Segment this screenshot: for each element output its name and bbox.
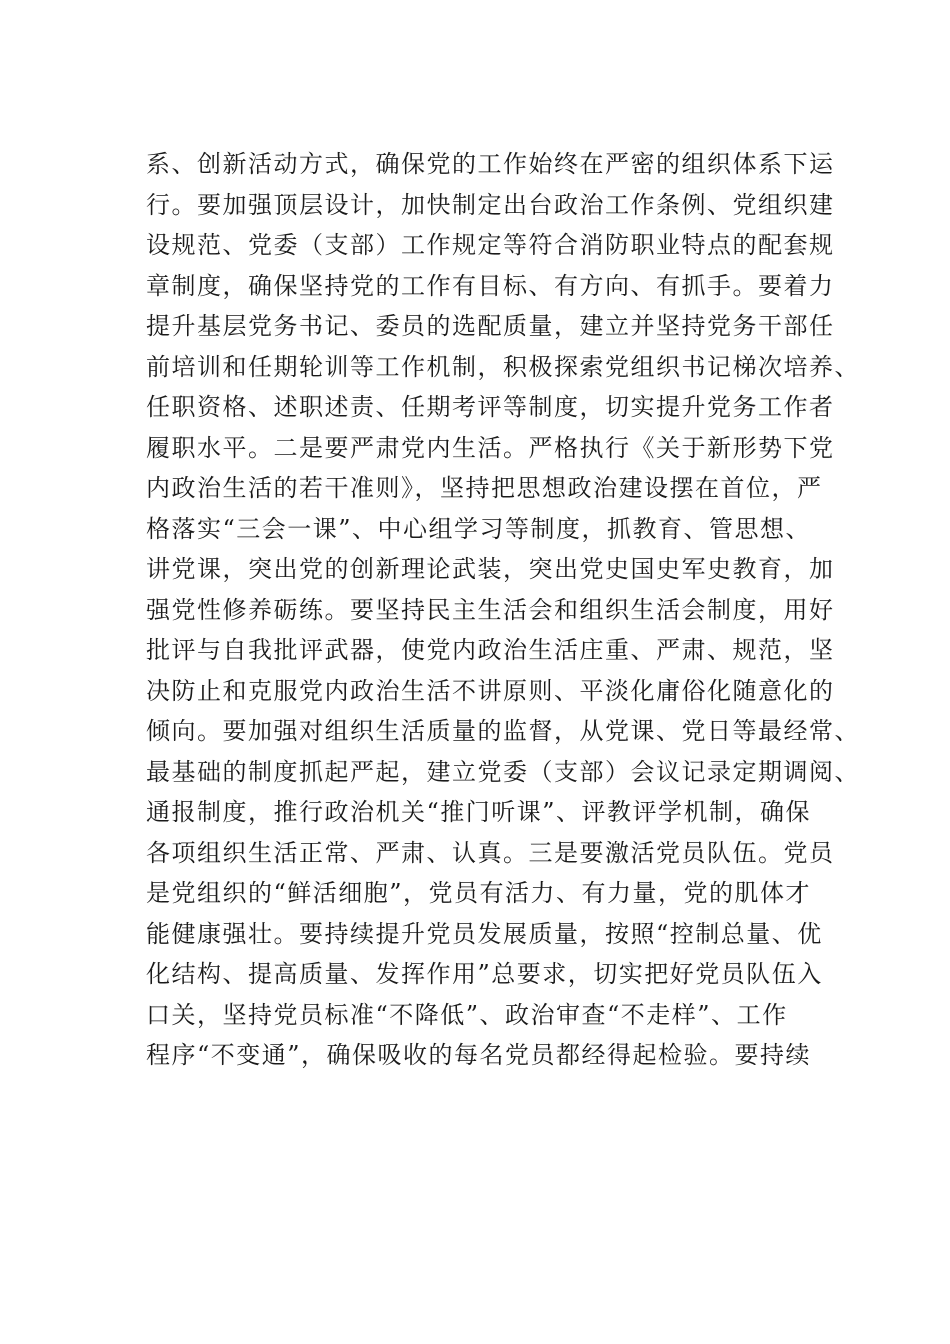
text-line: 强党性修养砺练。要坚持民主生活会和组织生活会制度，用好 xyxy=(146,595,835,624)
text-line: 最基础的制度抓起严起，建立党委（支部）会议记录定期调阅、 xyxy=(146,757,860,786)
text-line: 讲党课，突出党的创新理论武装，突出党史国史军史教育，加 xyxy=(146,555,835,583)
text-line: 批评与自我批评武器，使党内政治生活庄重、严肃、规范，坚 xyxy=(146,636,835,664)
text-line: 章制度，确保坚持党的工作有目标、有方向、有抓手。要着力 xyxy=(146,271,835,300)
text-line: 格落实“三会一课”、中心组学习等制度，抓教育、管思想、 xyxy=(146,514,812,543)
text-line: 前培训和任期轮训等工作机制，积极探索党组织书记梯次培养、 xyxy=(146,352,860,381)
text-line: 履职水平。二是要严肃党内生活。严格执行《关于新形势下党 xyxy=(146,433,835,462)
text-line: 程序“不变通”，确保吸收的每名党员都经得起检验。要持续 xyxy=(146,1041,812,1069)
text-line: 设规范、党委（支部）工作规定等符合消防职业特点的配套规 xyxy=(146,231,835,259)
body-text xyxy=(146,144,860,1076)
text-line: 是党组织的“鲜活细胞”，党员有活力、有力量，党的肌体才 xyxy=(146,879,812,907)
text-line: 行。要加强顶层设计，加快制定出台政治工作条例、党组织建 xyxy=(146,190,835,219)
text-line: 各项组织生活正常、严肃、认真。三是要激活党员队伍。党员 xyxy=(146,838,835,867)
text-line: 决防止和克服党内政治生活不讲原则、平淡化庸俗化随意化的 xyxy=(146,676,835,705)
text-line: 口关，坚持党员标准“不降低”、政治审查“不走样”、工作 xyxy=(146,1000,788,1029)
text-line: 提升基层党务书记、委员的选配质量，建立并坚持党务干部任 xyxy=(146,312,835,340)
text-line: 任职资格、述职述责、任期考评等制度，切实提升党务工作者 xyxy=(146,393,835,421)
text-line: 系、创新活动方式，确保党的工作始终在严密的组织体系下运 xyxy=(146,150,835,178)
text-line: 通报制度，推行政治机关“推门听课”、评教评学机制，确保 xyxy=(146,798,812,826)
text-line: 能健康强壮。要持续提升党员发展质量，按照“控制总量、优 xyxy=(146,919,823,948)
text-line: 化结构、提高质量、发挥作用”总要求，切实把好党员队伍入 xyxy=(146,960,823,988)
text-line: 内政治生活的若干准则》，坚持把思想政治建设摆在首位，严 xyxy=(146,474,823,502)
text-line: 倾向。要加强对组织生活质量的监督，从党课、党日等最经常、 xyxy=(146,717,860,745)
